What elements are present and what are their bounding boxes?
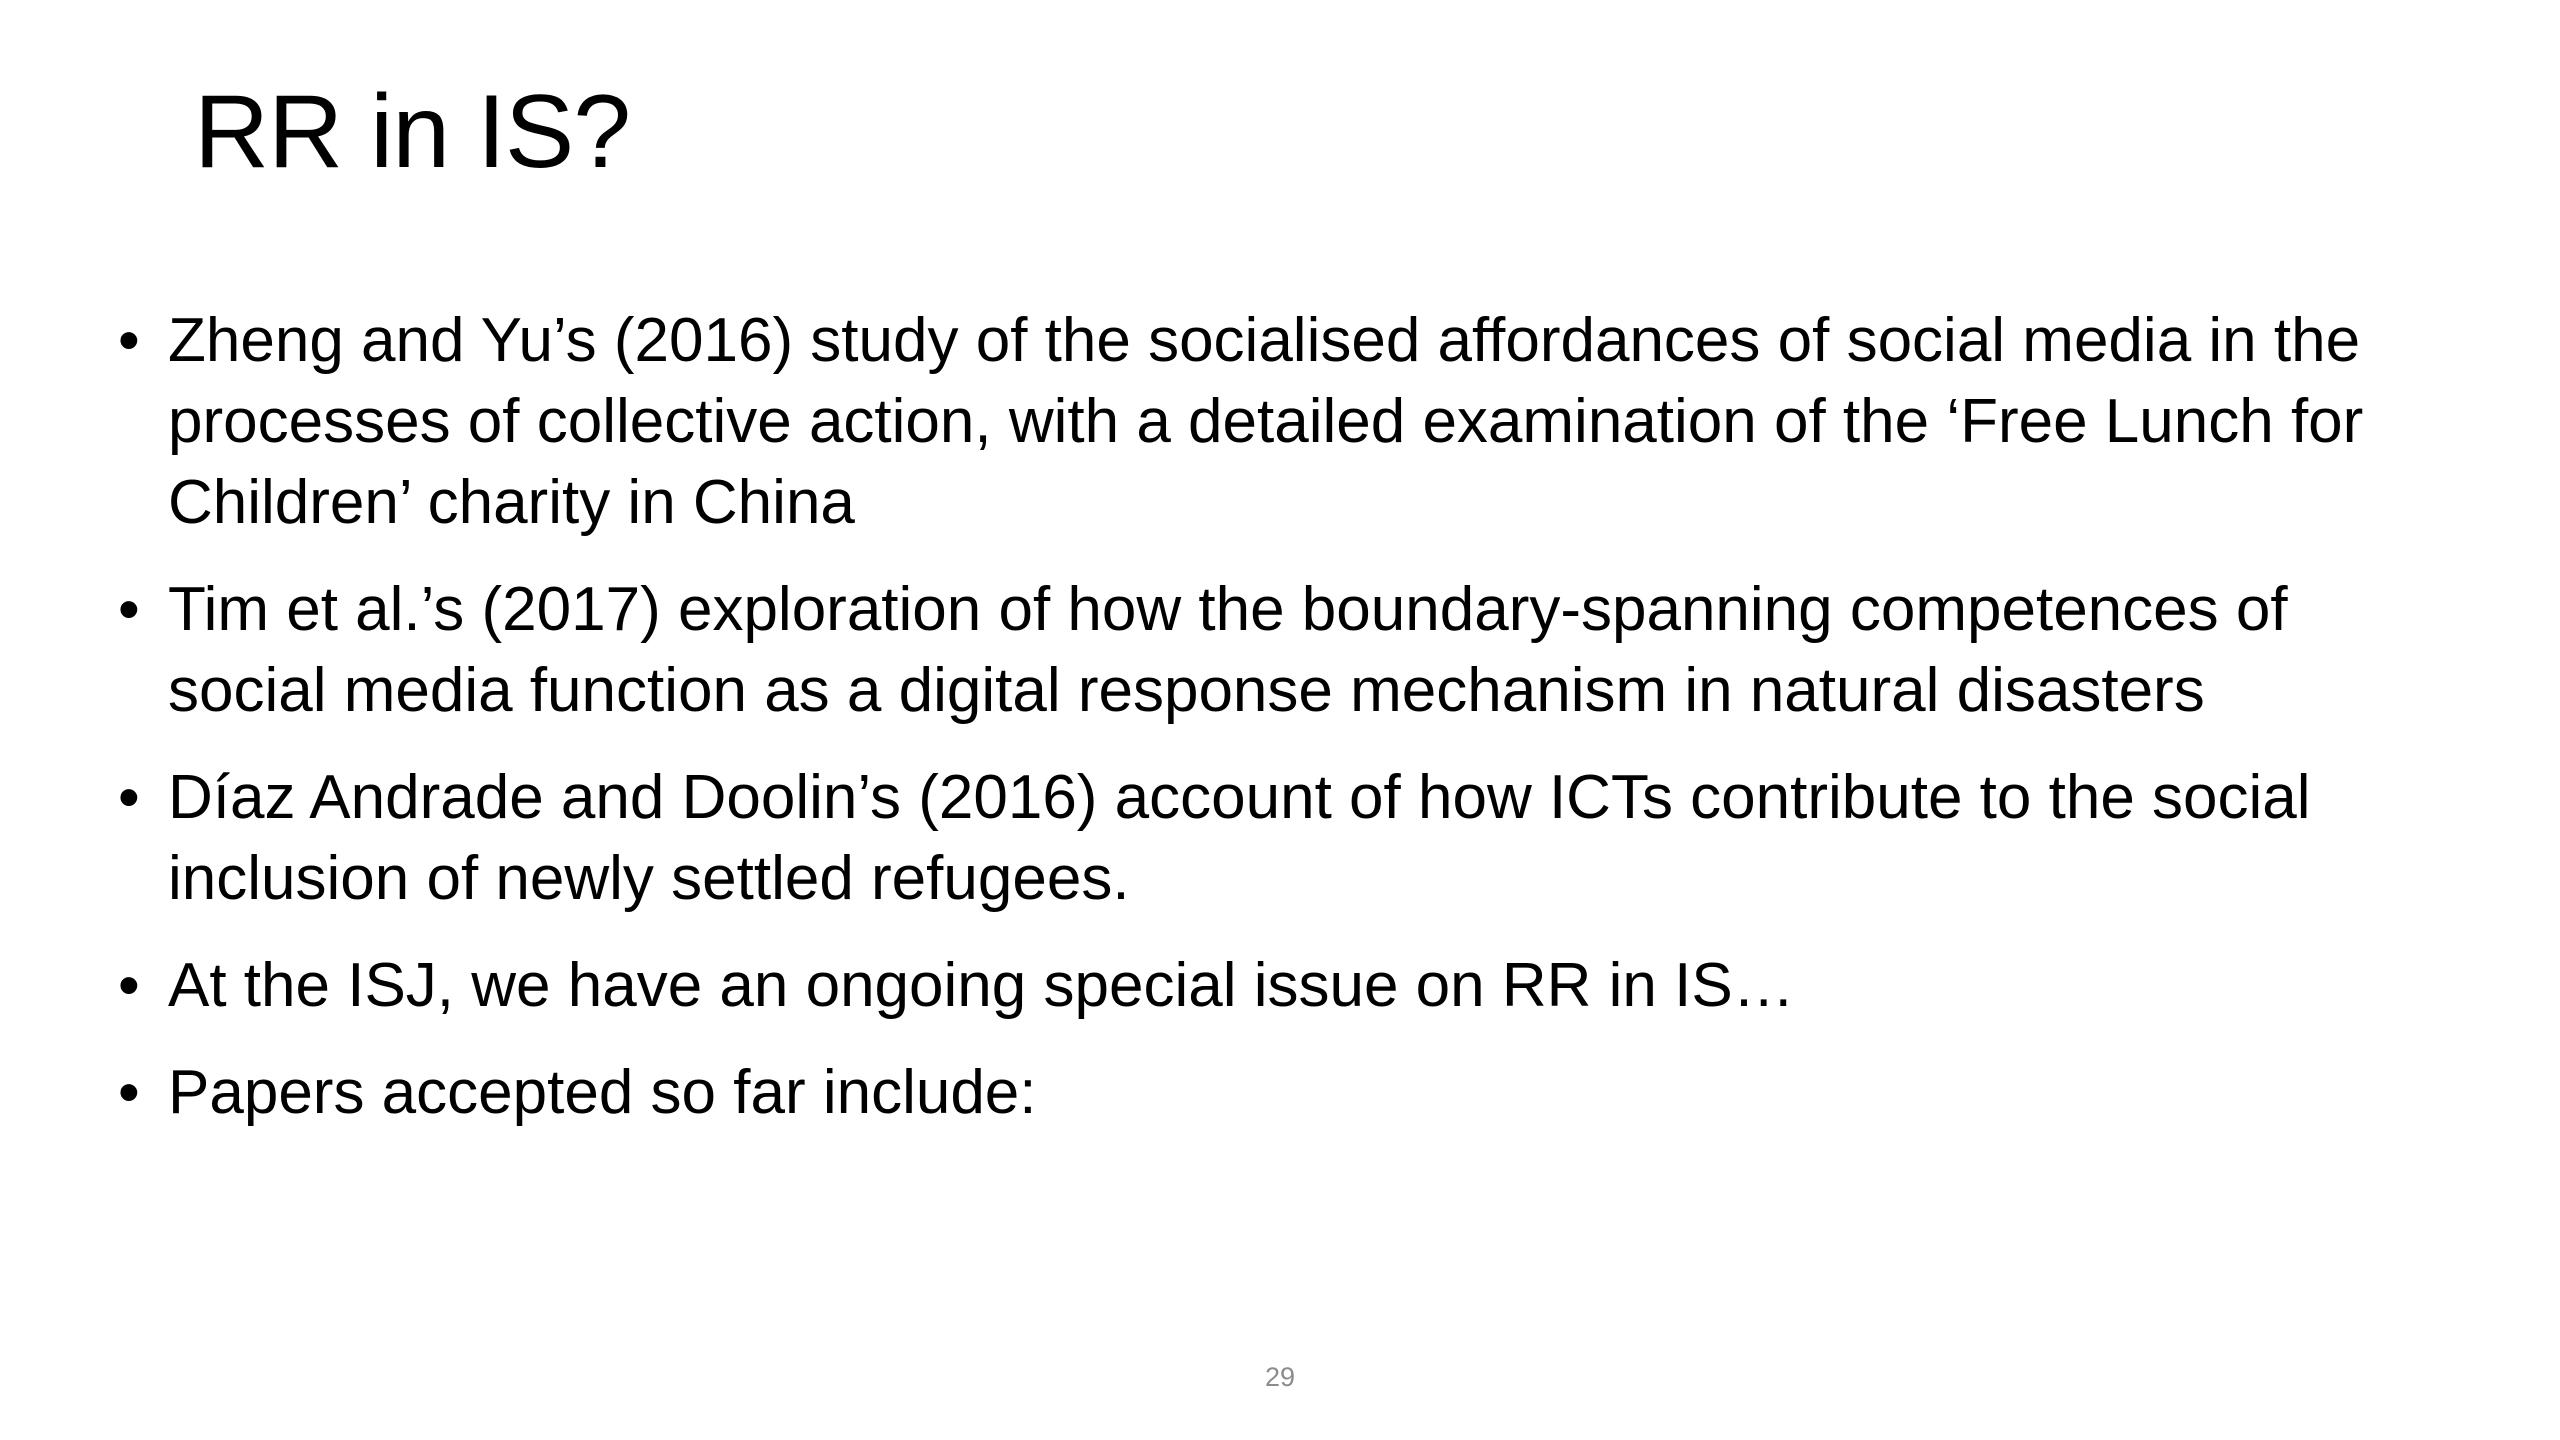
bullet-marker: • — [118, 306, 140, 375]
bullet-item-1 — [118, 300, 2418, 543]
bullet-text: At the ISJ, we have an ongoing special issue on RR in IS… — [168, 951, 1795, 1020]
slide-number: 29 — [1264, 1362, 1296, 1392]
bullet-marker: • — [118, 951, 140, 1020]
bullet-item-3 — [118, 757, 2418, 919]
bullet-marker: • — [118, 575, 140, 644]
bullet-item-5 — [118, 1052, 2418, 1133]
bullet-marker: • — [118, 763, 140, 832]
bullet-item-4 — [118, 945, 2418, 1026]
bullet-text: Zheng and Yu’s (2016) study of the socialised affordances of social media in the processes of collective action, with a detailed examination of the ‘Free Lunch for Children’ charity in China — [168, 306, 2364, 537]
slide-title: RR in IS? — [194, 74, 631, 190]
bullet-text: Tim et al.’s (2017) exploration of how the boundary-spanning competences of social media function as a digital response mechanism in natural disasters — [168, 575, 2288, 725]
bullet-list — [118, 300, 2418, 1159]
bullet-item-2 — [118, 569, 2418, 731]
bullet-marker: • — [118, 1058, 140, 1127]
bullet-text: Díaz Andrade and Doolin’s (2016) account of how ICTs contribute to the social inclusion of newly settled refugees. — [168, 763, 2311, 913]
bullet-text: Papers accepted so far include: — [168, 1058, 1037, 1127]
